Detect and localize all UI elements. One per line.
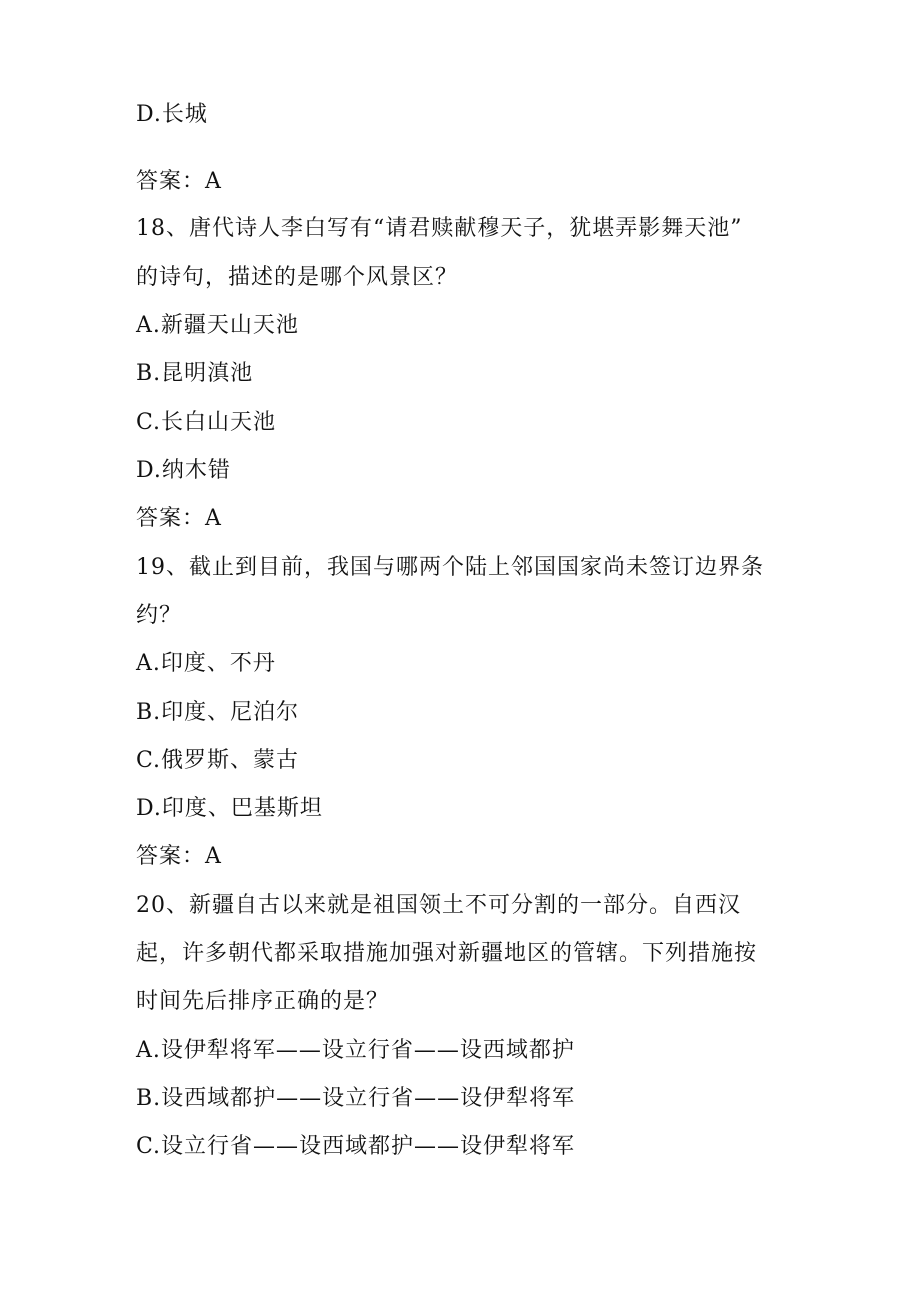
option-19-c: C.俄罗斯、蒙古 [136, 748, 300, 773]
option-20-c: C.设立行省——设西域都护——设伊犁将军 [136, 1134, 576, 1159]
option-20-a: A.设伊犁将军——设立行省——设西域都护 [136, 1038, 575, 1063]
question-19-line-1: 19、截止到目前，我国与哪两个陆上邻国国家尚未签订边界条 [136, 555, 764, 580]
answer-18: 答案：A [136, 506, 222, 531]
question-20-line-3: 时间先后排序正确的是？ [136, 989, 390, 1014]
answer-17: 答案：A [136, 169, 222, 194]
option-18-b: B.昆明滇池 [136, 361, 254, 386]
question-20-line-2: 起，许多朝代都采取措施加强对新疆地区的管辖。下列措施按 [136, 941, 758, 966]
question-20-line-1: 20、新疆自古以来就是祖国领土不可分割的一部分。自西汉 [136, 893, 741, 918]
answer-19: 答案：A [136, 844, 222, 869]
option-19-d: D.印度、巴基斯坦 [136, 796, 323, 821]
question-18-line-2: 的诗句，描述的是哪个风景区？ [136, 265, 459, 290]
question-18-line-1: 18、唐代诗人李白写有“请君赎献穆天子，犹堪弄影舞天池” [136, 216, 743, 241]
option-19-a: A.印度、不丹 [136, 651, 276, 676]
option-17-d: D.长城 [136, 102, 208, 127]
option-18-a: A.新疆天山天池 [136, 313, 299, 338]
option-18-c: C.长白山天池 [136, 410, 277, 435]
question-19-line-2: 约？ [136, 603, 183, 628]
option-20-b: B.设西域都护——设立行省——设伊犁将军 [136, 1086, 576, 1111]
option-18-d: D.纳木错 [136, 458, 231, 483]
option-19-b: B.印度、尼泊尔 [136, 700, 300, 725]
